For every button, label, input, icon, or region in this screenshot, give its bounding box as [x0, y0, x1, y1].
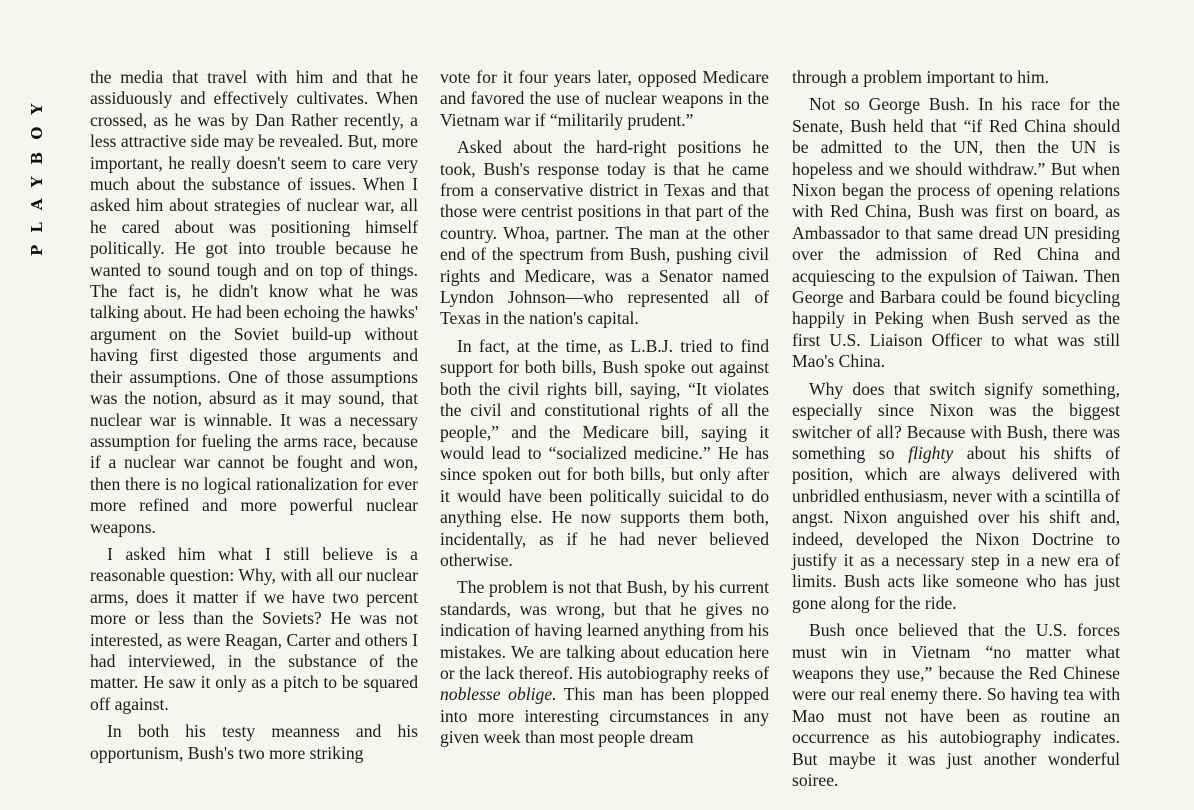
paragraph: [792, 379, 1120, 614]
paragraph: Asked about the hard-right positions he took, Bush's response today is that he came from a conservative district in Texas and that those were centrist positions in that part of the country. Whoa, partner. The man at the other end of the spectrum from Bush, pushing civil rights and Medicare, was a Senator named Lyndon Johnson—who represented all of Texas in the nation's capital.: [440, 137, 769, 329]
paragraph: the media that travel with him and that he assiduously and effectively cultivates. When crossed, as he was by Dan Rather recently, a less attractive side may be revealed. But, more important, he really doesn't seem to care very much about the substance of issues. When I asked him about strategies of nuclear war, all he cared about was positioning himself politically. He got into trouble because he wanted to sound tough and on top of things. The fact is, he didn't know what he was talking about. He had been echoing the hawks' argument on the Soviet build-up without having first digested those arguments and their assumptions. One of those assumptions was the notion, absurd as it may sound, that nuclear war is winnable. It was a necessary assumption for fueling the arms race, because if a nuclear war cannot be fought and won, then there is no logical rationalization for ever more refined and more powerful nuclear weapons.: [90, 67, 418, 537]
paragraph: [440, 577, 769, 748]
italic-phrase: flighty: [908, 442, 954, 463]
paragraph: Bush once believed that the U.S. forces must win in Vietnam “no matter what weapons they use,” because the Red Chinese were our real enemy there. So having tea with Mao must not have been as routine an occurrence as his autobiography indicates. But maybe it was just another wonderful soiree.: [792, 620, 1120, 790]
paragraph: In fact, at the time, as L.B.J. tried to find support for both bills, Bush spoke out against both the civil rights bill, saying, “It violates the civil and constitutional rights of all the people,” and the Medicare bill, saying it would lead to “socialized medicine.” He has since spoken out for both bills, but only after it would have been politically suicidal to do anything else. He now supports them both, incidentally, as if he had never believed otherwise.: [440, 335, 769, 570]
paragraph-text: Why does that switch signify something, especially since Nixon was the biggest switcher of all? Because with Bush, there was something so: [792, 378, 1120, 463]
paragraph-text: about his shifts of position, which are always delivered with unbridled enthusiasm, never with a scintilla of angst. Nixon anguished over his shift and, indeed, developed the Nixon Doctrine to justify it as a necessary step in a new era of limits. Bush acts like someone who has just gone along for the ride.: [792, 442, 1121, 613]
text-column-1: [90, 67, 418, 764]
paragraph-text: This man has been plopped into more interesting circumstances in any given week than most people dream: [440, 684, 769, 748]
running-head-text: PLAYBOY: [28, 91, 46, 256]
paragraph: I asked him what I still believe is a reasonable question: Why, with all our nuclear arms, does it matter if we have two percent more or less than the Soviets? He was not interested, as were Reagan, Carter and others I had interviewed, in the substance of the matter. He saw it only as a pitch to be squared off against.: [90, 543, 418, 714]
text-column-3: [792, 67, 1120, 791]
running-head: [28, 66, 50, 256]
paragraph: Not so George Bush. In his race for the Senate, Bush held that “if Red China should be admitted to the UN, then the UN is hopeless and we should withdraw.” But when Nixon began the process of opening relations with Red China, Bush was first on board, as Ambassador to that same dread UN presiding over the admission of Red China and acquiescing to the expulsion of Taiwan. Then George and Barbara could be found bicycling happily in Peking when Bush served as the first U.S. Liaison Officer to what was still Mao's China.: [792, 94, 1120, 372]
text-column-2: [440, 67, 769, 749]
italic-phrase: noblesse oblige.: [440, 684, 557, 705]
paragraph-text: The problem is not that Bush, by his current standards, was wrong, but that he gives no indication of having learned anything from his mistakes. We are talking about education here or the lack thereof. His autobiography reeks of: [440, 577, 769, 683]
paragraph: In both his testy meanness and his opportunism, Bush's two more striking: [90, 721, 418, 763]
paragraph: vote for it four years later, opposed Medicare and favored the use of nuclear weapons in the Vietnam war if “militarily prudent.”: [440, 67, 769, 130]
paragraph: through a problem important to him.: [792, 67, 1050, 87]
